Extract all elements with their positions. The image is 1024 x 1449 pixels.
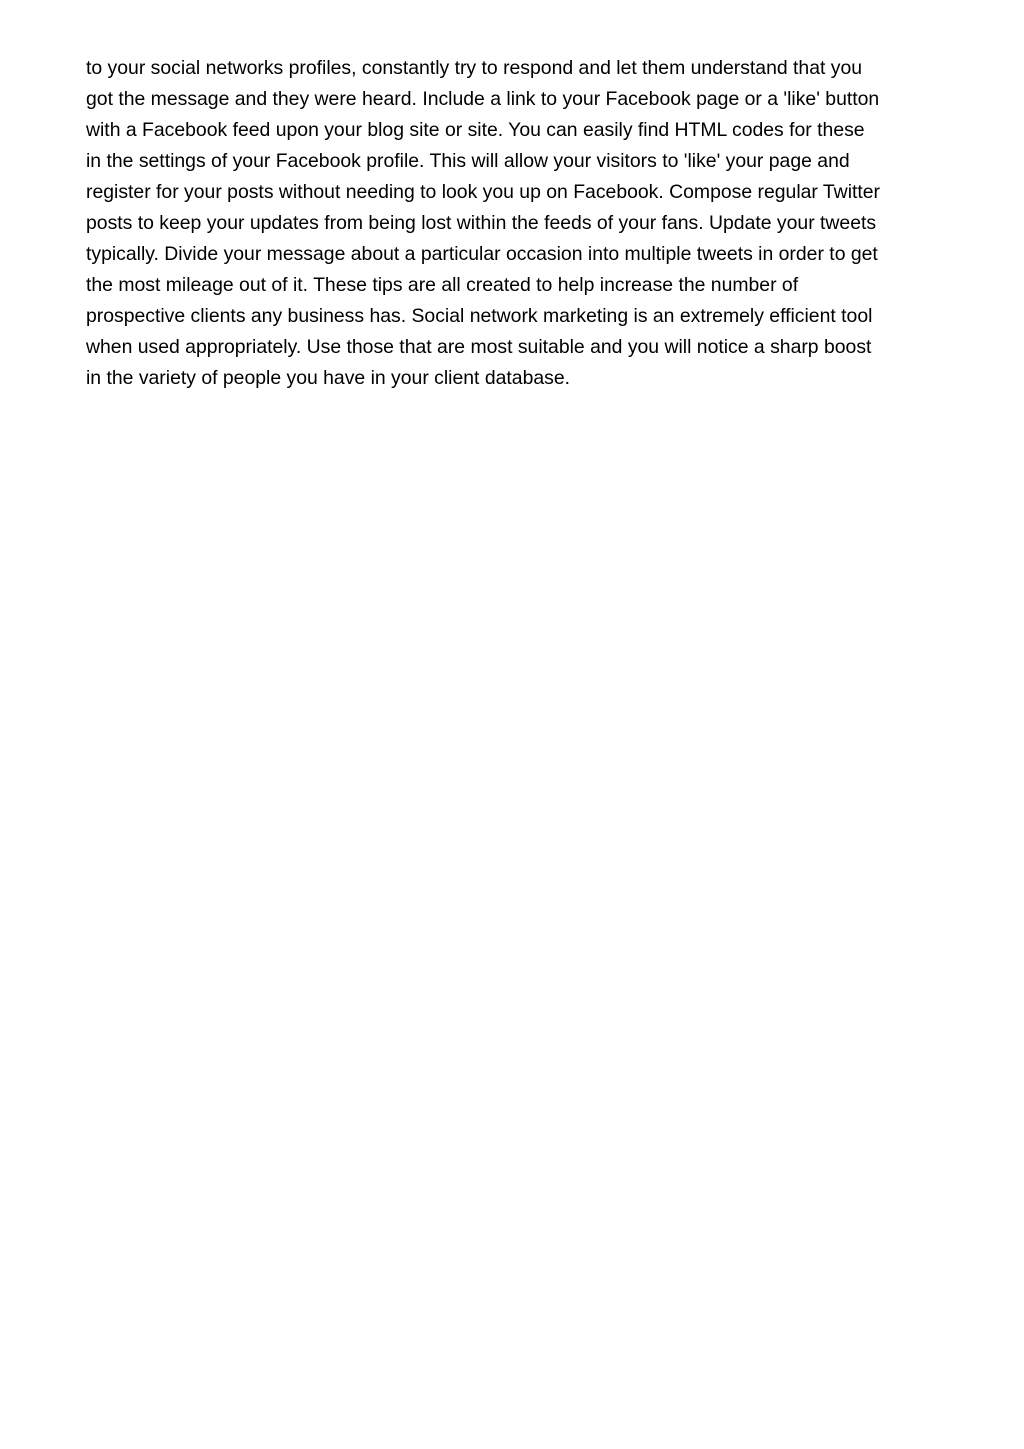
paragraph-line: in the settings of your Facebook profile. This will allow your visitors to 'like' your page and (86, 150, 850, 172)
paragraph-line: typically. Divide your message about a particular occasion into multiple tweets in order to get (86, 243, 878, 265)
paragraph-line: the most mileage out of it. These tips are all created to help increase the number of (86, 274, 799, 296)
paragraph-line: register for your posts without needing to look you up on Facebook. Compose regular Twitter (86, 181, 881, 203)
paragraph-line: prospective clients any business has. Social network marketing is an extremely efficient tool (86, 305, 873, 327)
paragraph-line: when used appropriately. Use those that are most suitable and you will notice a sharp boost (86, 336, 872, 358)
paragraph-line: to your social networks profiles, constantly try to respond and let them understand that you (86, 57, 863, 79)
paragraph-line: posts to keep your updates from being lost within the feeds of your fans. Update your tweets (86, 212, 877, 234)
paragraph-line: got the message and they were heard. Include a link to your Facebook page or a 'like' button (86, 88, 880, 110)
paragraph-line: with a Facebook feed upon your blog site or site. You can easily find HTML codes for these (86, 119, 865, 141)
paragraph-line: in the variety of people you have in your client database. (86, 367, 570, 389)
body-paragraph (86, 53, 946, 394)
